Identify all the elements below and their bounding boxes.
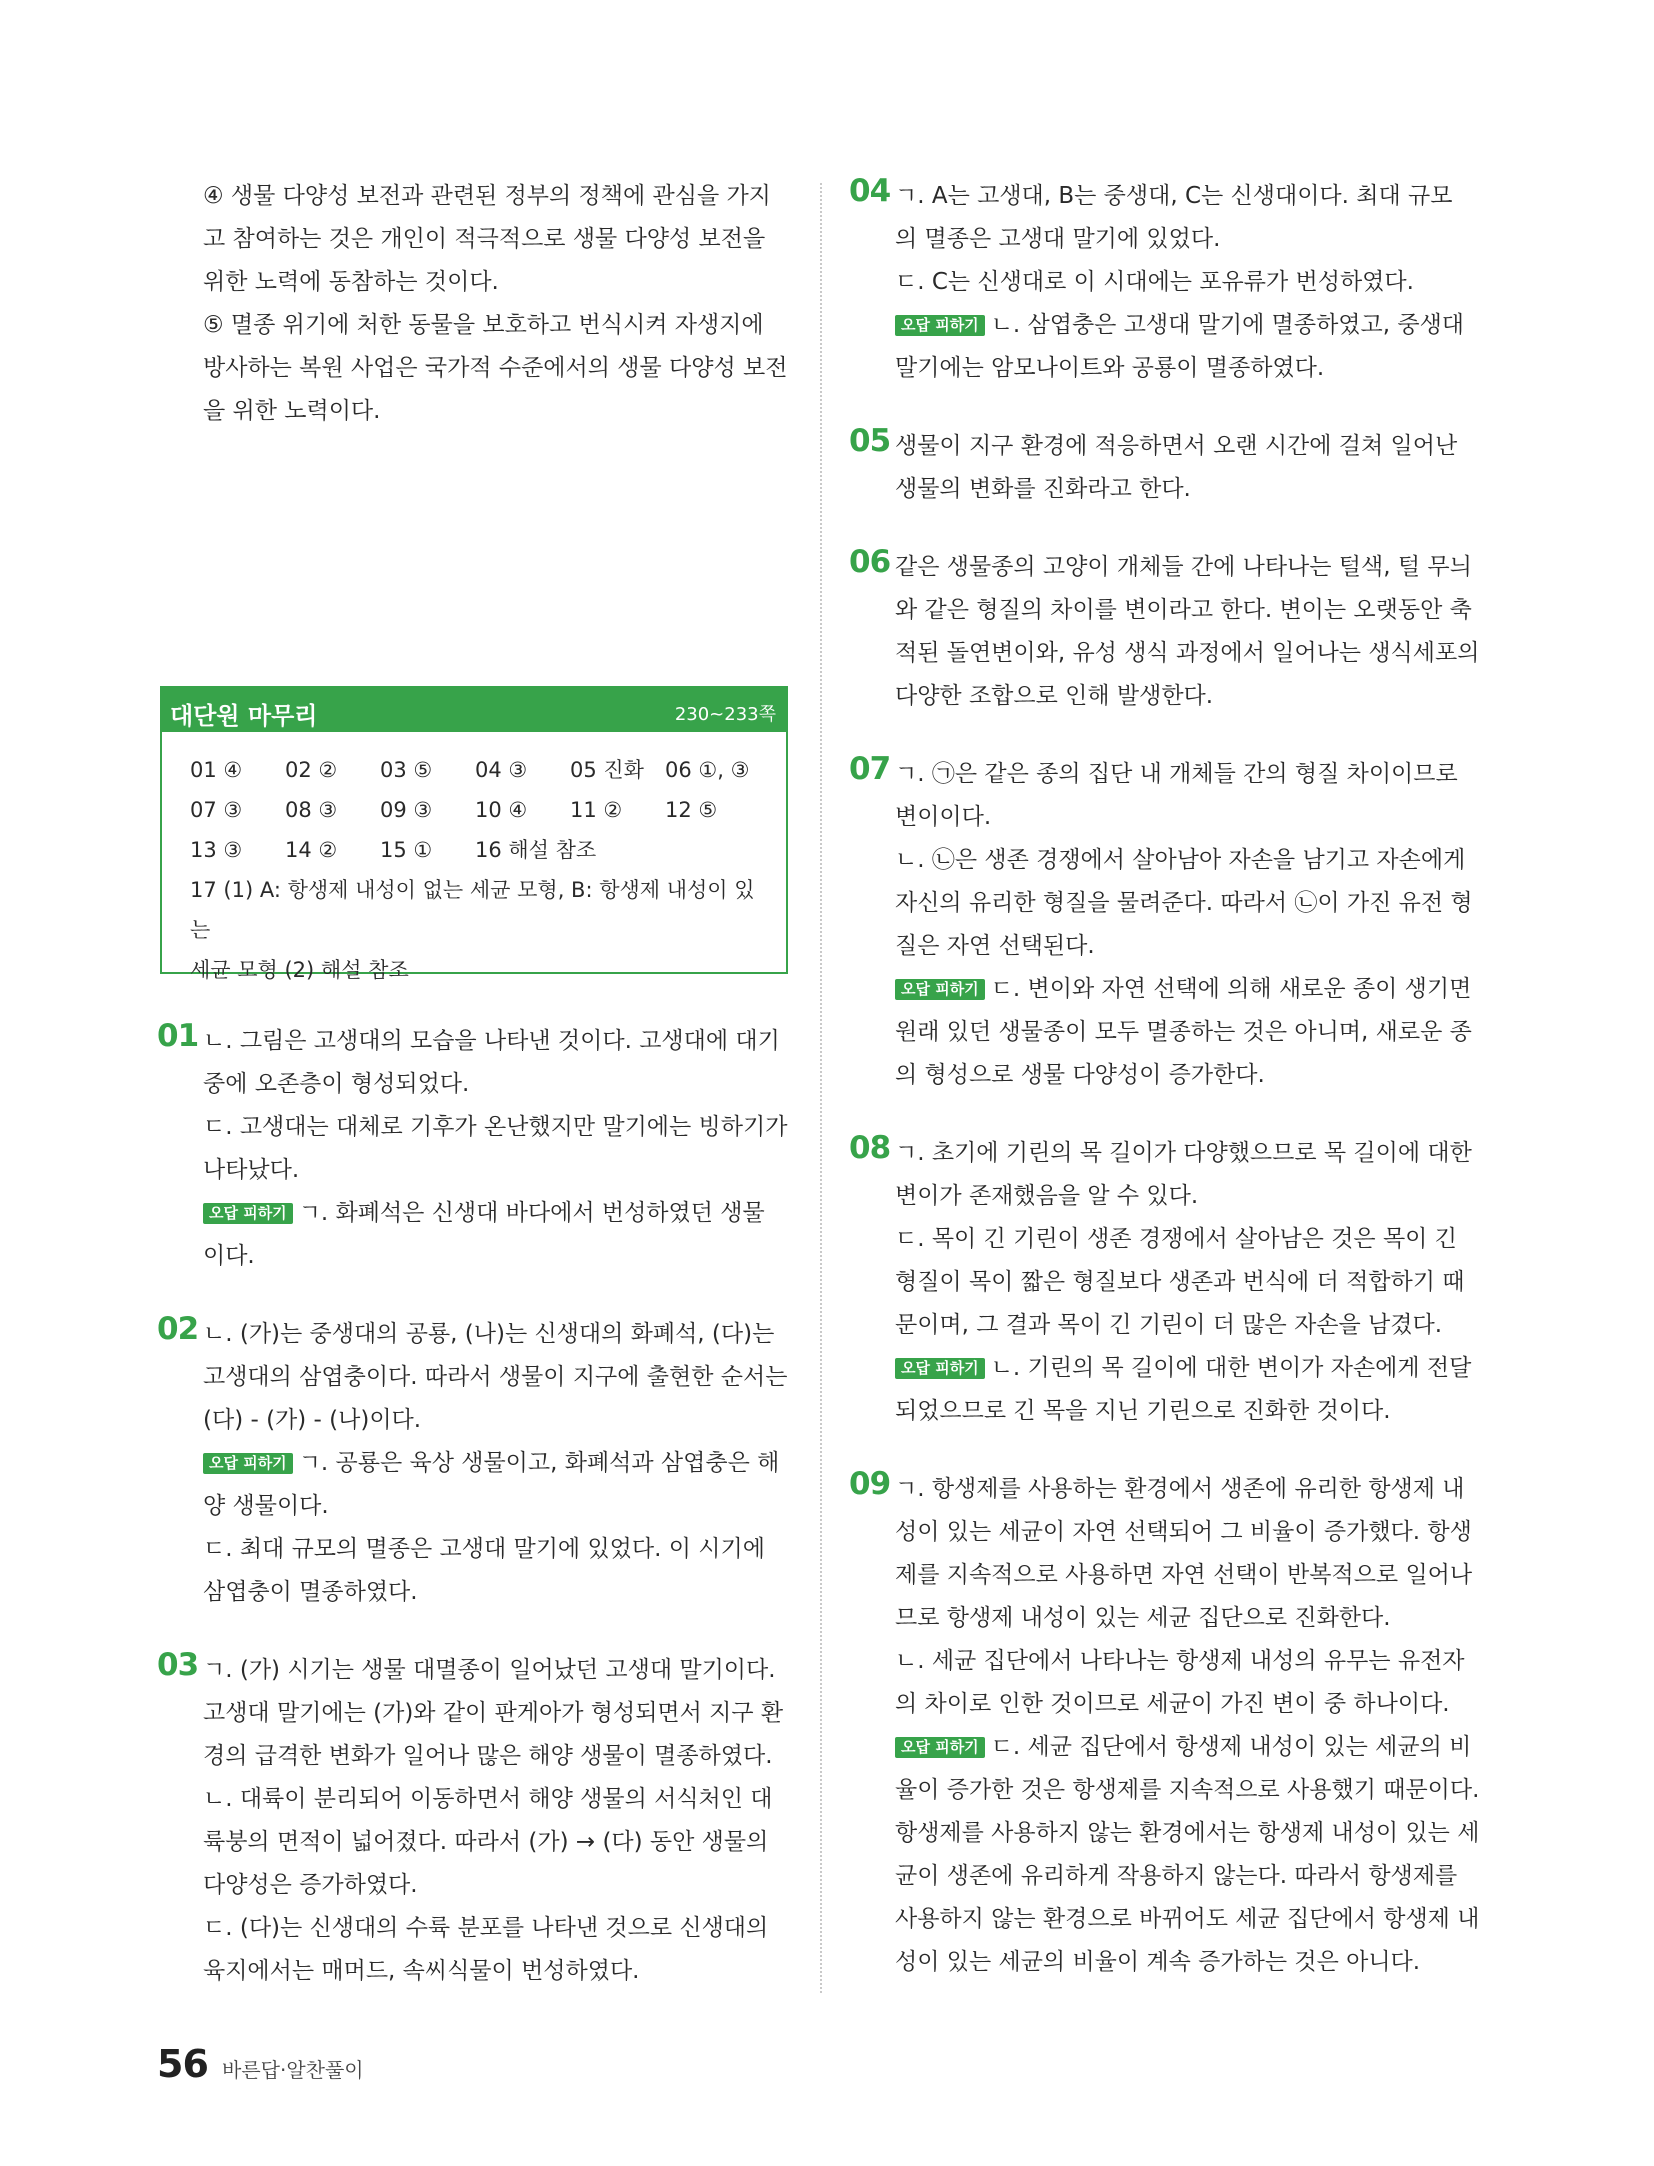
text-line: 생물이 지구 환경에 적응하면서 오랜 시간에 걸쳐 일어난: [895, 433, 1458, 459]
question-number: 06: [849, 544, 891, 580]
answer-key-item: 08 ③: [285, 798, 338, 822]
answer-key-item: 11 ②: [570, 798, 623, 822]
question-number: 05: [849, 423, 891, 459]
text-line: 오답 피하기 ㄷ. 세균 집단에서 항생제 내성이 있는 세균의 비: [895, 1726, 1520, 1769]
text-line: ㄴ. 그림은 고생대의 모습을 나타낸 것이다. 고생대에 대기: [203, 1028, 780, 1054]
wrong-answer-badge: 오답 피하기: [203, 1453, 293, 1474]
text-line: ㄱ. A는 고생대, B는 중생대, C는 신생대이다. 최대 규모: [895, 183, 1453, 209]
text-line: 경의 급격한 변화가 일어나 많은 해양 생물이 멸종하였다.: [203, 1743, 773, 1769]
text-line: ⑤ 멸종 위기에 처한 동물을 보호하고 번식시켜 자생지에: [203, 312, 764, 338]
text-line: 오답 피하기 ㄷ. 변이와 자연 선택에 의해 새로운 종이 생기면: [895, 968, 1520, 1011]
text-line: ㄷ. 고생대는 대체로 기후가 온난했지만 말기에는 빙하기가: [203, 1114, 788, 1140]
text-line: ㄴ. (가)는 중생대의 공룡, (나)는 신생대의 화폐석, (다)는: [203, 1321, 775, 1347]
text-line: 적된 돌연변이와, 유성 생식 과정에서 일어나는 생식세포의: [895, 640, 1480, 666]
text-line: 제를 지속적으로 사용하면 자연 선택이 반복적으로 일어나: [895, 1562, 1473, 1588]
question-number: 02: [157, 1311, 199, 1347]
answer-01: [157, 1018, 828, 1278]
text-line: 항생제를 사용하지 않는 환경에서는 항생제 내성이 있는 세: [895, 1820, 1480, 1846]
summary-header: [162, 688, 786, 732]
text-line: ㄷ. C는 신생대로 이 시대에는 포유류가 번성하였다.: [895, 269, 1414, 295]
answer-key-item: 04 ③: [475, 758, 528, 782]
answer-key-row: [190, 830, 786, 870]
text-line: 의 차이로 인한 것이므로 세균이 가진 변이 중 하나이다.: [895, 1691, 1450, 1717]
text-line: 사용하지 않는 환경으로 바뀌어도 세균 집단에서 항생제 내: [895, 1906, 1480, 1932]
answer-09: [849, 1466, 1520, 1984]
text-line: 문이며, 그 결과 목이 긴 기린이 더 많은 자손을 남겼다.: [895, 1312, 1442, 1338]
answer-08: [849, 1130, 1520, 1433]
page-number: 56: [157, 2042, 208, 2086]
question-number: 04: [849, 173, 891, 209]
text-line: ㄱ. (가) 시기는 생물 대멸종이 일어났던 고생대 말기이다.: [203, 1657, 776, 1683]
text-line: ㄴ. 대륙이 분리되어 이동하면서 해양 생물의 서식처인 대: [203, 1786, 773, 1812]
text-line: 고 참여하는 것은 개인이 적극적으로 생물 다양성 보전을: [203, 226, 766, 252]
text-line: ④ 생물 다양성 보전과 관련된 정부의 정책에 관심을 가지: [203, 183, 771, 209]
answer-key-item: 12 ⑤: [665, 798, 718, 822]
text-line: 고생대의 삼엽충이다. 따라서 생물이 지구에 출현한 순서는: [203, 1364, 788, 1390]
question-number: 01: [157, 1018, 199, 1054]
answer-key-item: 05 진화: [570, 758, 644, 782]
text-line: 양 생물이다.: [203, 1493, 329, 1519]
unit-summary-box: [160, 686, 788, 982]
answer-key-item: 06 ①, ③: [665, 758, 750, 782]
text-line: 의 멸종은 고생대 말기에 있었다.: [895, 226, 1221, 252]
text-line: 고생대 말기에는 (가)와 같이 판게아가 형성되면서 지구 환: [203, 1700, 784, 1726]
answer-key-item: 07 ③: [190, 798, 243, 822]
carryover-text: [203, 175, 828, 433]
text-line: 위한 노력에 동참하는 것이다.: [203, 269, 499, 295]
wrong-answer-badge: 오답 피하기: [203, 1203, 293, 1224]
wrong-answer-badge: 오답 피하기: [895, 979, 985, 1000]
left-answers: [157, 1018, 828, 1993]
text-line: 오답 피하기 ㄱ. 공룡은 육상 생물이고, 화폐석과 삼엽충은 해: [203, 1442, 828, 1485]
text-line: 질은 자연 선택된다.: [895, 933, 1095, 959]
question-number: 08: [849, 1130, 891, 1166]
text-line: 륙붕의 면적이 넓어졌다. 따라서 (가) → (다) 동안 생물의: [203, 1829, 769, 1855]
text-line: 같은 생물종의 고양이 개체들 간에 나타나는 털색, 털 무늬: [895, 554, 1472, 580]
answer-07: [849, 751, 1520, 1097]
text-line: 중에 오존층이 형성되었다.: [203, 1071, 470, 1097]
text-line: ㄱ. 초기에 기린의 목 길이가 다양했으므로 목 길이에 대한: [895, 1140, 1472, 1166]
answer-key-item: 14 ②: [285, 838, 338, 862]
footer-label: 바른답·알찬풀이: [222, 2058, 364, 2082]
wrong-answer-badge: 오답 피하기: [895, 1358, 985, 1379]
text-line: 율이 증가한 것은 항생제를 지속적으로 사용했기 때문이다.: [895, 1777, 1480, 1803]
text-line: 방사하는 복원 사업은 국가적 수준에서의 생물 다양성 보전: [203, 355, 788, 381]
text-line: 생물의 변화를 진화라고 한다.: [895, 476, 1191, 502]
text-line: 성이 있는 세균의 비율이 계속 증가하는 것은 아니다.: [895, 1949, 1421, 1975]
text-line: 변이가 존재했음을 알 수 있다.: [895, 1183, 1199, 1209]
answer-key-item: 10 ④: [475, 798, 528, 822]
text-line: 을 위한 노력이다.: [203, 398, 381, 424]
text-line: (다) - (가) - (나)이다.: [203, 1407, 422, 1433]
answer-06: [849, 544, 1520, 718]
wrong-answer-badge: 오답 피하기: [895, 315, 985, 336]
question-number: 03: [157, 1647, 199, 1683]
answer-key-row: [190, 790, 786, 830]
answer-key-item: 01 ④: [190, 758, 243, 782]
text-line: 균이 생존에 유리하게 작용하지 않는다. 따라서 항생제를: [895, 1863, 1458, 1889]
text-line: 변이이다.: [895, 804, 992, 830]
text-line: 말기에는 암모나이트와 공룡이 멸종하였다.: [895, 355, 1325, 381]
answer-key-item: 15 ①: [380, 838, 433, 862]
text-line: ㄷ. 목이 긴 기린이 생존 경쟁에서 살아남은 것은 목이 긴: [895, 1226, 1457, 1252]
answer-02: [157, 1311, 828, 1614]
answer-key-item: 03 ⑤: [380, 758, 433, 782]
text-line: ㄱ. 항생제를 사용하는 환경에서 생존에 유리한 항생제 내: [895, 1476, 1465, 1502]
text-line: 므로 항생제 내성이 있는 세균 집단으로 진화한다.: [895, 1605, 1391, 1631]
answer-key-q17-line: 17 (1) A: 항생제 내성이 없는 세균 모형, B: 항생제 내성이 있는: [190, 878, 755, 942]
text-line: 성이 있는 세균이 자연 선택되어 그 비율이 증가했다. 항생: [895, 1519, 1472, 1545]
summary-title: 대단원 마무리: [170, 702, 318, 730]
text-line: 다양성은 증가하였다.: [203, 1872, 418, 1898]
text-line: 다양한 조합으로 인해 발생한다.: [895, 683, 1214, 709]
question-number: 07: [849, 751, 891, 787]
question-number: 09: [849, 1466, 891, 1502]
text-line: ㄷ. 최대 규모의 멸종은 고생대 말기에 있었다. 이 시기에: [203, 1536, 765, 1562]
answer-key-row: [190, 750, 786, 790]
text-line: 와 같은 형질의 차이를 변이라고 한다. 변이는 오랫동안 축: [895, 597, 1472, 623]
answer-key-item: 13 ③: [190, 838, 243, 862]
answer-key-item: 16 해설 참조: [475, 838, 597, 862]
text-line: 자신의 유리한 형질을 물려준다. 따라서 ㉡이 가진 유전 형: [895, 890, 1473, 916]
text-line: ㄴ. 세균 집단에서 나타나는 항생제 내성의 유무는 유전자: [895, 1648, 1465, 1674]
text-line: 오답 피하기 ㄴ. 삼엽충은 고생대 말기에 멸종하였고, 중생대: [895, 304, 1520, 347]
text-line: 오답 피하기 ㄱ. 화폐석은 신생대 바다에서 번성하였던 생물: [203, 1192, 828, 1235]
text-line: 나타났다.: [203, 1157, 300, 1183]
text-line: 육지에서는 매머드, 속씨식물이 번성하였다.: [203, 1958, 640, 1984]
text-line: ㄷ. (다)는 신생대의 수륙 분포를 나타낸 것으로 신생대의: [203, 1915, 769, 1941]
right-column: [849, 173, 1520, 1984]
text-line: 원래 있던 생물종이 모두 멸종하는 것은 아니며, 새로운 종: [895, 1019, 1472, 1045]
answer-key-item: 09 ③: [380, 798, 433, 822]
left-column: [203, 175, 828, 433]
text-line: 오답 피하기 ㄴ. 기린의 목 길이에 대한 변이가 자손에게 전달: [895, 1347, 1520, 1390]
text-line: ㄴ. ㉡은 생존 경쟁에서 살아남아 자손을 남기고 자손에게: [895, 847, 1466, 873]
answer-key: [162, 732, 786, 990]
text-line: 형질이 목이 짧은 형질보다 생존과 번식에 더 적합하기 때: [895, 1269, 1465, 1295]
text-line: 이다.: [203, 1243, 255, 1269]
answer-key-item: 02 ②: [285, 758, 338, 782]
answer-04: [849, 173, 1520, 390]
answer-key-q17-line: 세균 모형 (2) 해설 참조: [190, 958, 409, 982]
answer-03: [157, 1647, 828, 1993]
wrong-answer-badge: 오답 피하기: [895, 1737, 985, 1758]
text-line: 되었으므로 긴 목을 지닌 기린으로 진화한 것이다.: [895, 1398, 1391, 1424]
text-line: 의 형성으로 생물 다양성이 증가한다.: [895, 1062, 1265, 1088]
summary-pages: 230~233쪽: [674, 704, 776, 725]
text-line: ㄱ. ㉠은 같은 종의 집단 내 개체들 간의 형질 차이이므로: [895, 761, 1458, 787]
text-line: 삼엽충이 멸종하였다.: [203, 1579, 418, 1605]
answer-05: [849, 423, 1520, 511]
